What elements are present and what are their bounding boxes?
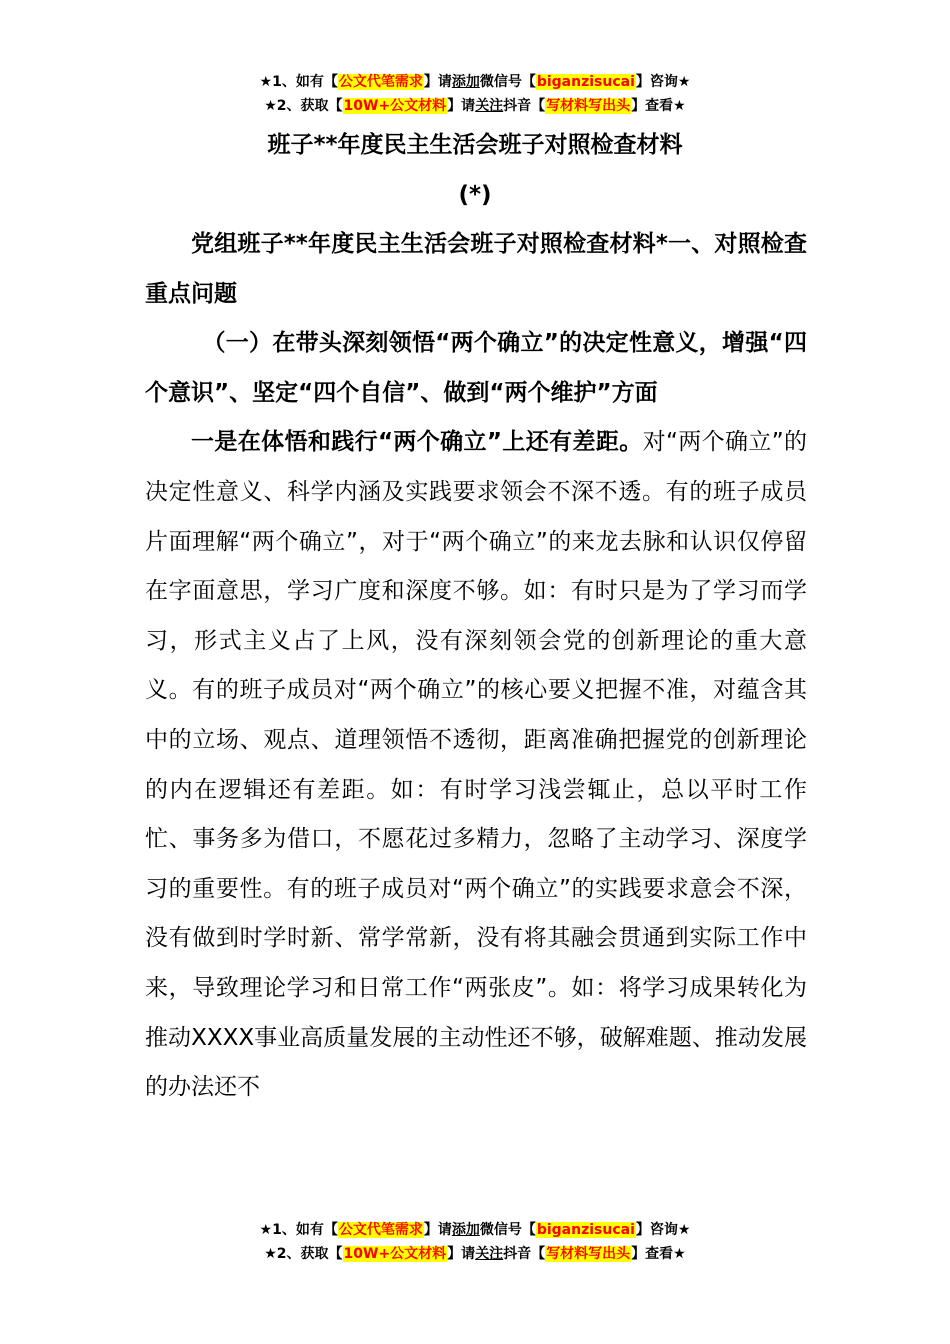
- promo-line-2: [0, 1242, 950, 1266]
- promo-text: ★2、获取【: [264, 1246, 343, 1262]
- promo-highlight: biganzisucai: [536, 1222, 635, 1238]
- promo-underline: 关注: [475, 1246, 504, 1262]
- promo-underline: 关注: [475, 98, 504, 114]
- body-paragraph: [145, 418, 807, 1112]
- promo-text: 】请: [447, 98, 476, 114]
- promo-highlight: 公文代笔需求: [338, 74, 423, 90]
- promo-text: 微信号【: [479, 1222, 536, 1238]
- promo-text: ★1、如有【: [259, 1222, 338, 1238]
- paragraph-lead: 一是在体悟和践行“两个确立”上还有差距。: [191, 429, 643, 456]
- promo-text: 】查看★: [631, 1246, 686, 1262]
- promo-text: 】咨询★: [635, 1222, 691, 1238]
- promo-text: 】请: [447, 1246, 476, 1262]
- promo-banner-top: [0, 70, 950, 118]
- promo-highlight: biganzisucai: [536, 74, 635, 90]
- promo-highlight: 10W+公文材料: [343, 1246, 447, 1262]
- promo-text: 微信号【: [479, 74, 536, 90]
- promo-line-1: [0, 1218, 950, 1242]
- document-title: 班子**年度民主生活会班子对照检查材料: [267, 132, 683, 158]
- promo-highlight: 10W+公文材料: [343, 98, 447, 114]
- document-body: [145, 220, 807, 1113]
- promo-text: 抖音【: [503, 98, 546, 114]
- paragraph-text: 对“两个确立”的决定性意义、科学内涵及实践要求领会不深不透。有的班子成员片面理解“两个确立”，对于“两个确立”的来龙去脉和认识仅停留在字面意思，学习广度和深度不够。如：有时只是为了学习而学习，形式主义占了上风，没有深刻领会党的创新理论的重大意义。有的班子成员对“两个确立”的核心要义把握不准，对蕴含其中的立场、观点、道理领悟不透彻，距离准确把握党的创新理论的内在逻辑还有差距。如：有时学习浅尝辄止，总以平时工作忙、事务多为借口，不愿花过多精力，忽略了主动学习、深度学习的重要性。有的班子成员对“两个确立”的实践要求意会不深，没有做到时学时新、常学常新，没有将其融会贯通到实际工作中来，导致理论学习和日常工作“两张皮”。如：将学习成果转化为推动XXXX事业高质量发展的主动性还不够，破解难题、推动发展的办法还不: [145, 429, 807, 1101]
- promo-text: 】请: [423, 1222, 452, 1238]
- promo-line-2: [0, 94, 950, 118]
- promo-underline: 添加: [451, 74, 480, 90]
- promo-highlight: 写材料写出头: [546, 1246, 631, 1262]
- promo-banner-bottom: [0, 1218, 950, 1266]
- promo-text: 抖音【: [503, 1246, 546, 1262]
- promo-highlight: 公文代笔需求: [338, 1222, 423, 1238]
- promo-text: 】咨询★: [635, 74, 691, 90]
- subsection-heading: （一）在带头深刻领悟“两个确立”的决定性意义，增强“四个意识”、坚定“四个自信”、做到“两个维护”方面: [145, 330, 807, 406]
- section-heading: 党组班子**年度民主生活会班子对照检查材料*一、对照检查重点问题: [145, 231, 807, 307]
- promo-text: ★2、获取【: [264, 98, 343, 114]
- promo-text: 】请: [423, 74, 452, 90]
- promo-highlight: 写材料写出头: [546, 98, 631, 114]
- promo-text: 】查看★: [631, 98, 686, 114]
- promo-underline: 添加: [451, 1222, 480, 1238]
- document-subtitle: (*): [458, 182, 492, 208]
- promo-line-1: [0, 70, 950, 94]
- promo-text: ★1、如有【: [259, 74, 338, 90]
